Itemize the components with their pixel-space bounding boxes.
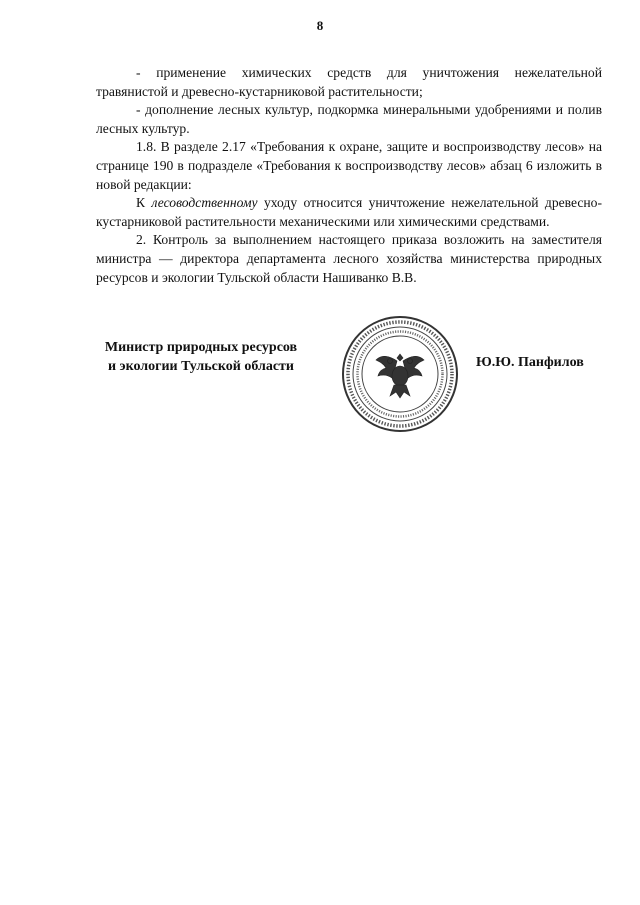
paragraph-chemical-means: - применение химических средств для уничтожения нежелательной травянистой и древесно-кустарниковой растительности; <box>96 65 602 99</box>
paragraph-forest-cultures: - дополнение лесных культур, подкормка минеральными удобрениями и полив лесных культур. <box>96 102 602 136</box>
signatory-title <box>96 338 306 376</box>
paragraph-section-2-17: 1.8. В разделе 2.17 «Требования к охране, защите и воспроизводству лесов» на странице 190 в подразделе «Требования к воспроизводству лесов» абзац 6 изложить в новой редакции: <box>96 139 602 192</box>
paragraph-new-wording <box>96 194 602 231</box>
new-wording-italic-term: лесоводственному <box>151 195 258 211</box>
document-body <box>96 64 602 287</box>
signatory-title-line-1: Министр природных ресурсов <box>104 340 298 355</box>
official-seal-stamp <box>340 314 460 434</box>
paragraph-control-clause: 2. Контроль за выполнением настоящего приказа возложить на заместителя министра — директора департамента лесного хозяйства министерства природных ресурсов и экологии Тульской области Нашиванко В.В. <box>96 232 602 285</box>
page-number: 8 <box>316 18 324 33</box>
signatory-name: Ю.Ю. Панфилов <box>476 355 584 370</box>
signatory-title-line-2: и экологии Тульской области <box>107 359 295 374</box>
double-headed-eagle-emblem <box>376 354 424 398</box>
new-wording-rest: уходу относится уничтожение нежелательной древесно-кустарниковой растительности механическими или химическими средствами. <box>96 195 602 229</box>
new-wording-lead: К <box>136 195 146 211</box>
